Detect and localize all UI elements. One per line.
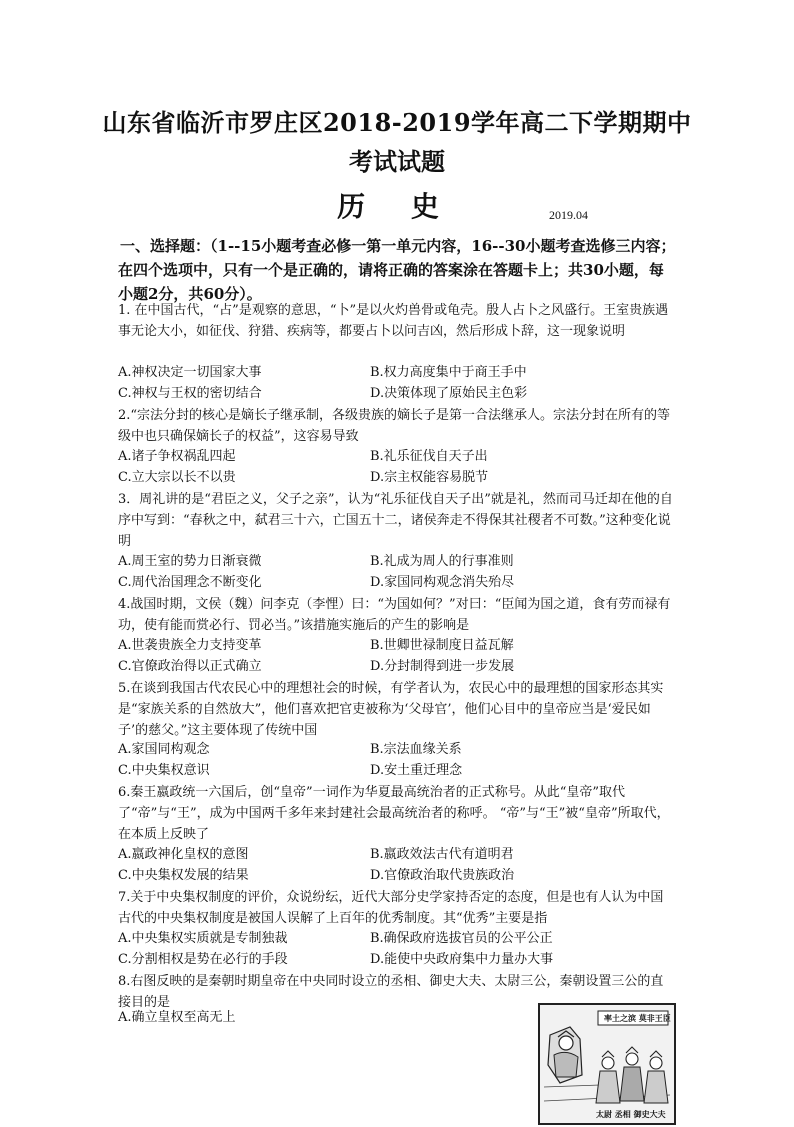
question-6-option-a: A.嬴政神化皇权的意图	[118, 847, 249, 862]
illustration-banner-text: 率土之滨 莫非王臣	[604, 1013, 671, 1023]
question-4-option-b: B.世卿世禄制度日益瓦解	[370, 638, 514, 653]
question-7-option-c: C.分割相权是势在必行的手段	[118, 952, 288, 967]
question-4-stem: 4.战国时期，文侯（魏）问李克（李悝）曰：“为国如何？”对曰：“臣闻为国之道，食有劳而禄有功，使有能而赏必行、罚必当。”该措施实施后的产生的影响是	[118, 597, 671, 633]
question-4-option-d: D.分封制得到进一步发展	[370, 659, 515, 674]
exam-title-line1: 山东省临沂市罗庄区2018-2019学年高二下学期期中	[102, 108, 692, 137]
question-1-option-a: A.神权决定一切国家大事	[118, 365, 262, 380]
question-1-option-b: B.权力高度集中于商王手中	[370, 365, 527, 380]
question-6-option-c: C.中央集权发展的结果	[118, 868, 249, 883]
question-2-option-b: B.礼乐征伐自天子出	[370, 449, 488, 464]
exam-date: 2019.04	[549, 208, 588, 222]
question-8-option-a: A.确立皇权至高无上	[118, 1010, 236, 1025]
question-3-option-b: B.礼成为周人的行事准则	[370, 554, 514, 569]
question-6-option-d: D.官僚政治取代贵族政治	[370, 868, 515, 883]
question-8-stem: 8.右图反映的是秦朝时期皇帝在中央同时设立的丞相、御史大夫、太尉三公，秦朝设置三公的直接目的是	[118, 974, 664, 1010]
question-5-option-c: C.中央集权意识	[118, 763, 210, 778]
question-2-option-d: D.宗主权能容易脱节	[370, 470, 489, 485]
question-7-stem: 7.关于中央集权制度的评价，众说纷纭，近代大部分史学家持否定的态度，但是也有人认为中国古代的中央集权制度是被国人误解了上百年的优秀制度。其“优秀”主要是指	[118, 890, 664, 926]
question-6-option-b: B.嬴政效法古代有道明君	[370, 847, 514, 862]
question-5-option-a: A.家国同构观念	[118, 742, 210, 757]
question-2-option-c: C.立大宗以长不以贵	[118, 470, 236, 485]
question-3-stem: 3．周礼讲的是“君臣之义，父子之亲”，认为“礼乐征伐自天子出”就是礼，然而司马迁却在他的自序中写到：“春秋之中，弑君三十六，亡国五十二，诸侯奔走不得保其社稷者不可数。”这种变化说明	[118, 492, 673, 549]
question-7-option-d: D.能使中央政府集中力量办大事	[370, 952, 554, 967]
question-1-option-c: C.神权与王权的密切结合	[118, 386, 262, 401]
question-2-stem: 2.“宗法分封的核心是嫡长子继承制，各级贵族的嫡长子是第一合法继承人。宗法分封在所有的等级中也只确保嫡长子的权益”，这容易导致	[118, 408, 671, 444]
question-3-option-c: C.周代治国理念不断变化	[118, 575, 262, 590]
exam-title-line2: 考试试题	[349, 147, 445, 176]
question-4-option-a: A.世袭贵族全力支持变革	[118, 638, 262, 653]
question-2-option-a: A.诸子争权祸乱四起	[118, 449, 236, 464]
three-ministers-illustration	[538, 1003, 676, 1125]
question-7-option-a: A.中央集权实质就是专制独裁	[118, 931, 288, 946]
question-3-option-a: A.周王室的势力日渐衰微	[118, 554, 262, 569]
section-intro: 一、选择题：（1--15小题考查必修一第一单元内容，16--30小题考查选修三内容；在四个选项中，只有一个是正确的，请将正确的答案涂在答题卡上；共30小题，每小题2分，共60分）。	[118, 237, 676, 303]
question-6-stem: 6.秦王嬴政统一六国后，创“皇帝”一词作为华夏最高统治者的正式称号。从此“皇帝”取代了“帝”与“王”，成为中国两千多年来封建社会最高统治者的称呼。 “帝”与“王”被“皇帝”所取代，在本质上反映了	[118, 785, 670, 842]
question-4-option-c: C.官僚政治得以正式确立	[118, 659, 262, 674]
question-3-option-d: D.家国同构观念消失殆尽	[370, 575, 515, 590]
question-5-option-d: D.安土重迁理念	[370, 763, 463, 778]
subject-title: 历 史	[337, 190, 457, 223]
question-7-option-b: B.确保政府选拔官员的公平公正	[370, 931, 553, 946]
question-5-option-b: B.宗法血缘关系	[370, 742, 462, 757]
question-1-option-d: D.决策体现了原始民主色彩	[370, 386, 528, 401]
question-5-stem: 5.在谈到我国古代农民心中的理想社会的时候，有学者认为，农民心中的最理想的国家形态其实是“家族关系的自然放大”，他们喜欢把官吏被称为‘父母官’，他们心目中的皇帝应当是‘爱民如子’的慈父。”这主要体现了传统中国	[118, 681, 664, 738]
illustration-caption: 太尉 丞相 御史大夫	[596, 1109, 666, 1119]
question-1-stem: 1. 在中国古代，“占”是观察的意思，“卜”是以火灼兽骨或龟壳。殷人占卜之风盛行。王室贵族遇事无论大小，如征伐、狩猎、疾病等，都要占卜以问吉凶，然后形成卜辞，这一现象说明	[118, 303, 669, 339]
